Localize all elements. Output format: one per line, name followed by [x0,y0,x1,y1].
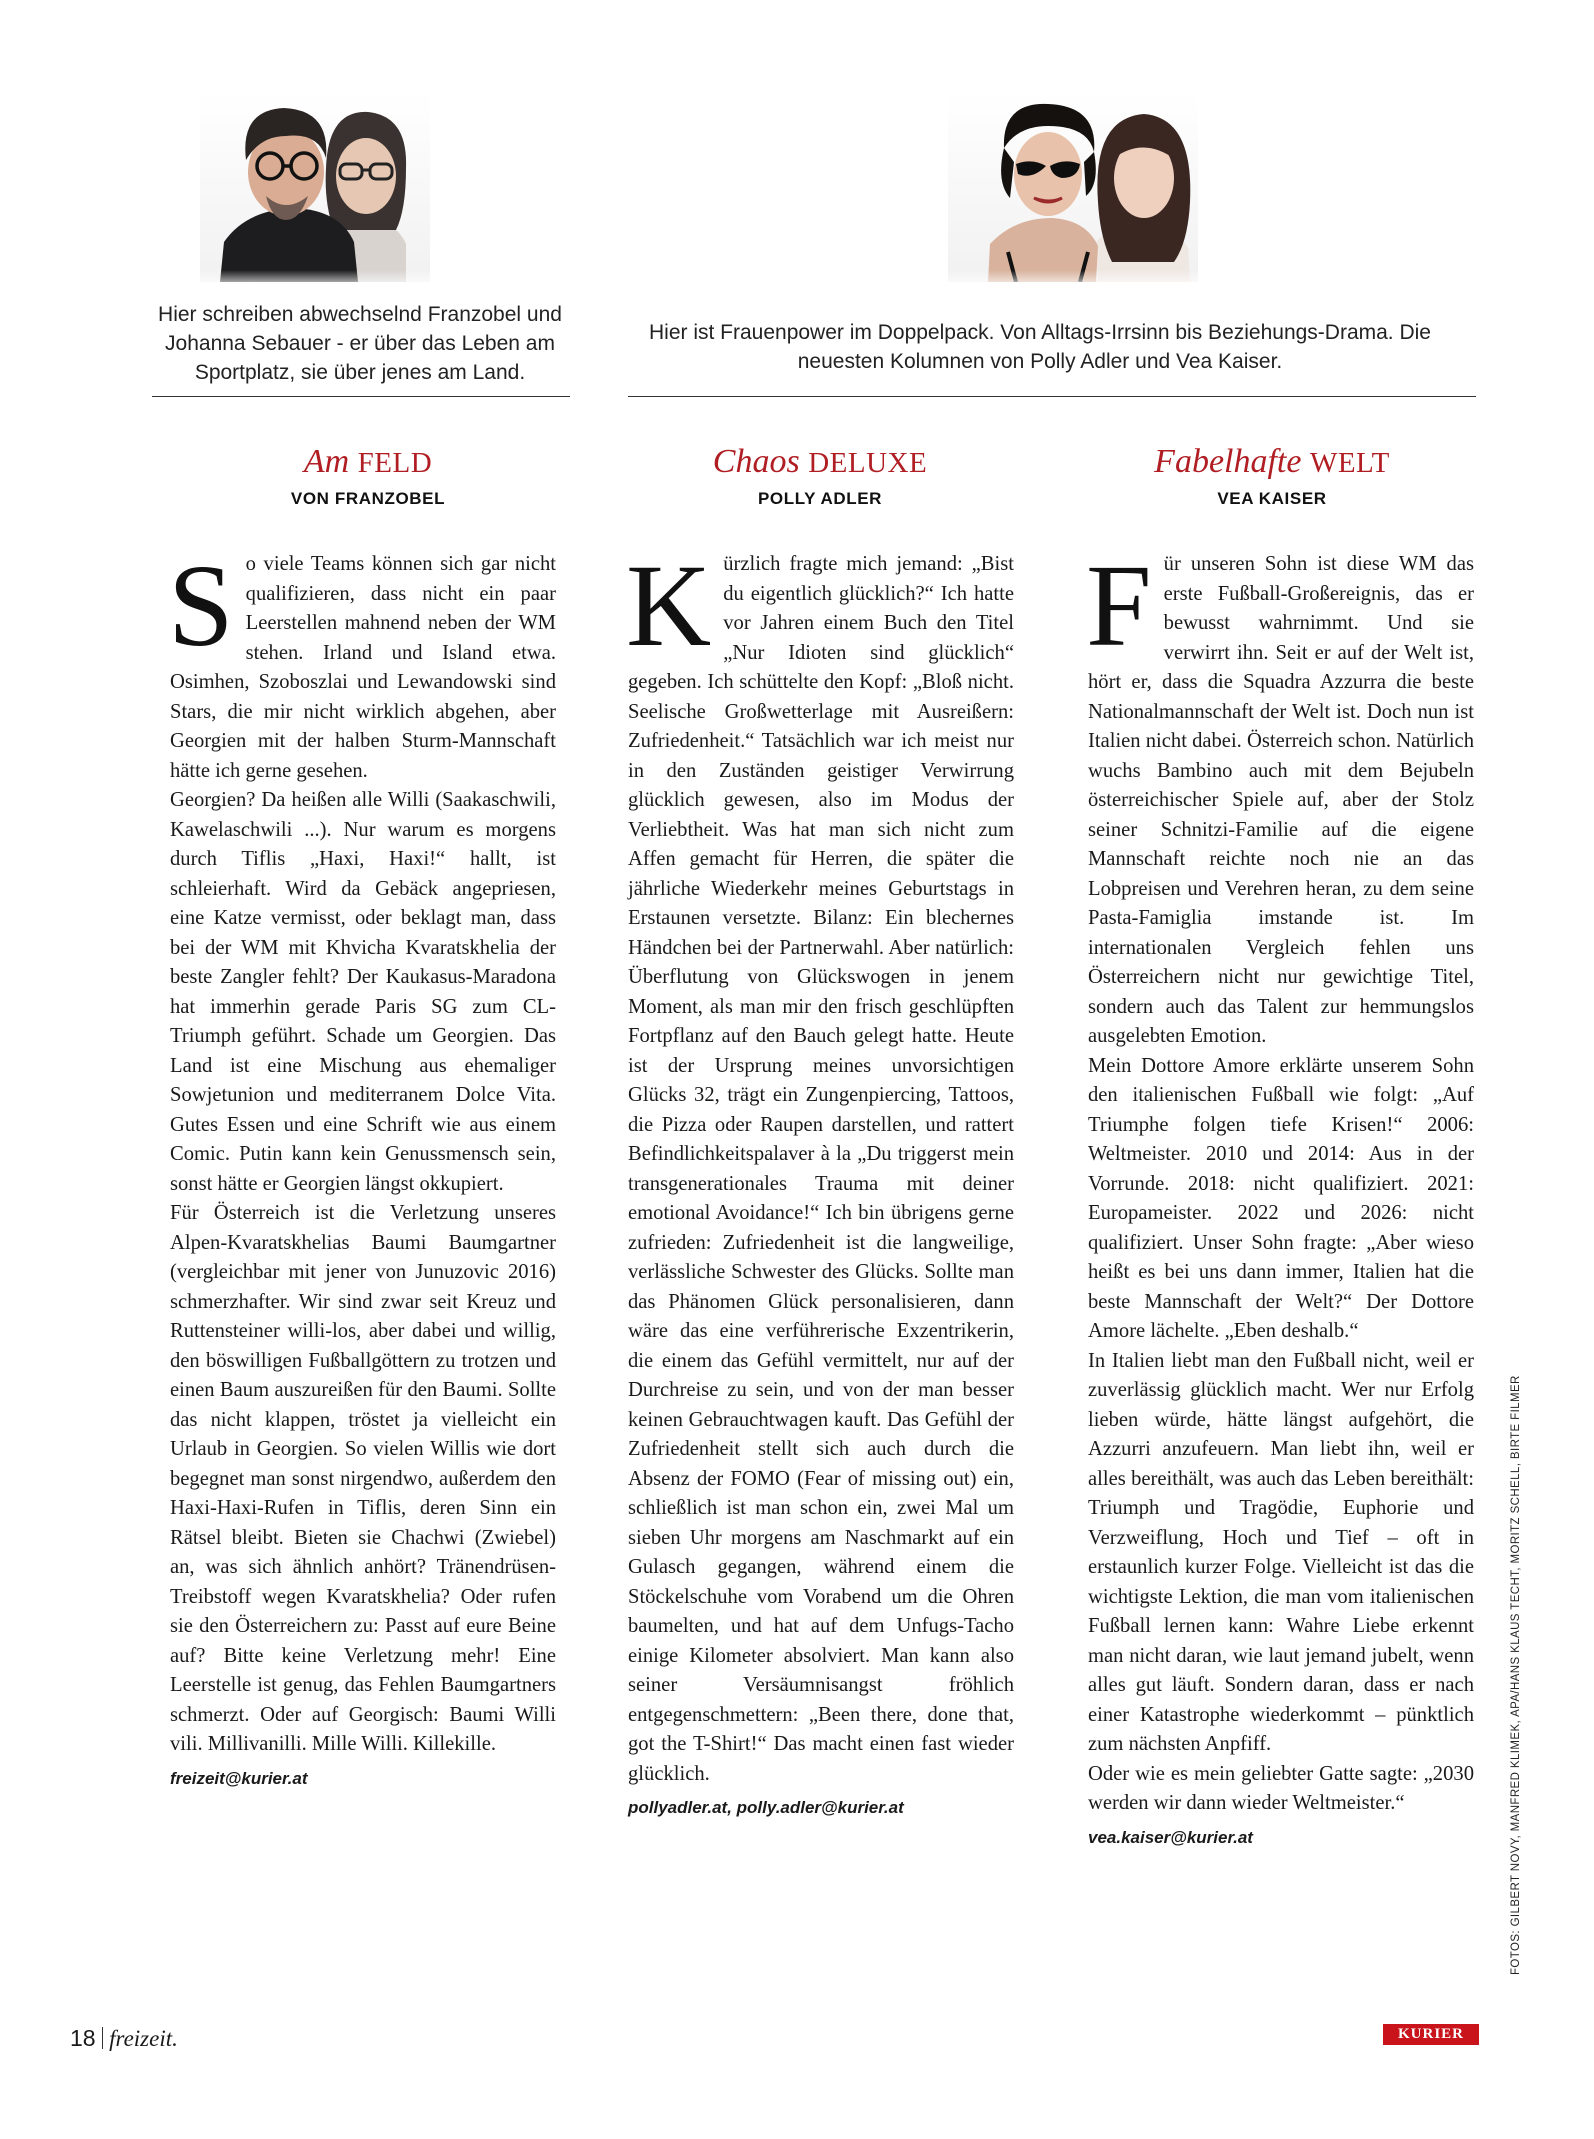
column-head-fabelhafte-welt [1072,442,1472,509]
kurier-logo: KURIER [1383,2024,1479,2045]
caption-left: Hier schreiben abwechselnd Franzobel und Johanna Sebauer - er über das Leben am Sportplatz, sie über jenes am Land. [158,303,562,384]
paragraph: Für unseren Sohn ist diese WM das erste Fußball-Großereignis, das er bewusst wahrnimmt. Und sie verwirrt ihn. Seit er auf der Welt ist, hört er, dass die Squadra Azzurra die beste Nationalmannschaft der Welt ist. Doch nun ist Italien nicht dabei. Österreich schon. Natürlich wuchs Bambino auch mit dem Bejubeln österreichischer Spiele auf, aber der Stolz seiner Schnitzi-Familie auf die eigene Mannschaft reichte noch nie an das Lobpreisen und Verehren heran, zu dem seine Pasta-Famiglia imstande ist. Im internationalen Vergleich fehlen uns Österreichern nicht nur gewichtige Titel, sondern auch das Talent zur hemmungslos ausgelebten Emotion. [1086,540,1474,1047]
column-byline: VEA KAISER [1217,489,1327,508]
column-title [1072,442,1472,483]
column-byline: POLLY ADLER [757,489,883,508]
column-title-italic: Fabelhafte [1154,443,1302,480]
page-footer [70,2025,178,2052]
author-email[interactable]: pollyadler.at, polly.adler@kurier.at [628,1798,904,1817]
column-title-caps: FELD [357,447,433,479]
paragraph: Für Österreich ist die Verletzung unseres Alpen-Kvaratskhelias Baumi Baumgartner (vergleichbar mit jener von Junuzovic 2016) schmerzhafter. Wir sind zwar seit Kreuz und Ruttensteiner willi-los, aber dabei und willig, den böswilligen Fußballgöttern zu trotzen und einen Baum auszureißen für den Baumi. Sollte das nicht klappen, tröstet ja vielleicht ein Urlaub in Georgien. So vielen Willis wie dort begegnet man sonst nirgendwo, außerdem den Haxi-Haxi-Rufen in Tiflis, deren Sinn ein Rätsel bleibt. Bieten sie Chachwi (Zwiebel) an, was sich ähnlich anhört? Tränendrüsen-Treibstoff wegen Kvaratskhelia? Oder rufen sie den Österreichern zu: Passt auf eure Beine auf? Bitte keine Verletzung mehr! Eine Leerstelle ist genug, das Fehlen Baumgartners schmerzt. Oder auf Georgisch: Baumi Willi vili. Millivanilli. Mille Willi. Killekille. [170,1202,556,1755]
author-email[interactable]: freizeit@kurier.at [170,1768,308,1788]
column-title-italic: Chaos [712,443,800,480]
paragraph: So viele Teams können sich gar nicht qualifizieren, dass nicht ein paar Leerstellen mahnend neben der WM stehen. Irland und Island etwa. Osimhen, Szoboszlai und Lewandowski sind Stars, die mir nicht wirklich abgehen, aber Georgien mit der halben Sturm-Mannschaft hätte ich gerne gesehen. [168,540,556,782]
column-body-adler [626,540,1014,1823]
paragraph: Georgien? Da heißen alle Willi (Saakaschwili, Kawelaschwili ...). Nur warum es morgens durch Tiflis „Haxi, Haxi!“ hallt, ist schleierhaft. Wird da Gebäck angepriesen, eine Katze vermisst, oder beklagt man, dass bei der WM mit Khvicha Kvaratskhelia der beste Zangler fehlt? Der Kaukasus-Maradona hat immerhin gerade Paris SG zum CL-Triumph geführt. Schade um Georgien. Das Land ist eine Mischung aus ehemaliger Sowjetunion und mediterranem Dolce Vita. Gutes Essen und eine Schrift wie aus einem Comic. Putin kann kein Genussmensch sein, sonst hätte er Georgien längst okkupiert. [170,789,556,1195]
dropcap: F [1086,540,1152,671]
author-photo-adler-kaiser [948,92,1198,282]
column-title [168,442,568,483]
column-head-am-feld [168,442,568,509]
paragraph: Kürzlich fragte mich jemand: „Bist du eigentlich glücklich?“ Ich hatte vor Jahren einem Buch den Titel „Nur Idioten sind glücklich“ gegeben. Ich schüttelte den Kopf: „Bloß nicht. Seelische Großwetterlage mit Ausreißern: Zufriedenheit.“ Tatsächlich war ich meist nur in den Zuständen geistiger Verwirrung glücklich gewesen, also im Modus der Verliebtheit. Was hat man sich nicht zum Affen gemacht für Herren, die später die jährliche Wiederkehr meines Geburtstags in Erstaunen versetzte. Bilanz: Ein blechernes Händchen bei der Partnerwahl. Aber natürlich: Überflutung von Glückswogen in jenem Moment, als man mir den frisch geschlüpften Fortpflanz auf den Bauch gelegt hatte. Heute ist der Ursprung meines unvorsichtigen Glücks 32, trägt ein Zungenpiercing, Tattoos, die Pizza oder Raupen darstellen, und rattert Befindlichkeitspalaver à la „Du triggerst mein transgenerationales Trauma mit deiner emotional Avoidance!“ Ich bin übrigens gerne zufrieden: Zufriedenheit ist die langweilige, verlässliche Schwester des Glücks. Sollte man das Phänomen Glück personalisieren, dann wäre das eine verführerische Exzentrikerin, die einem das Gefühl vermittelt, nur auf der Durchreise zu sein, und von der man besser keinen Gebrauchtwagen kauft. Das Gefühl der Zufriedenheit stellt sich auch durch die Absenz der FOMO (Fear of missing out) ein, schließlich ist man schon ein, zwei Mal um sieben Uhr morgens am Naschmarkt auf ein Gulasch gegangen, während einem die Stöckelschuhe vom Vorabend um die Ohren baumelten, und hat auf dem Unfugs-Tacho einige Kilometer absolviert. Man kann also seiner Versäumnisangst fröhlich entgegenschmettern: „Been there, done that, got the T-Shirt!“ Das macht einen fast wieder glücklich. [626,540,1014,1785]
column-head-chaos-deluxe [620,442,1020,509]
column-title-caps: WELT [1309,447,1390,479]
column-title [620,442,1020,483]
paragraph: Oder wie es mein geliebter Gatte sagte: „2030 werden wir dann wieder Weltmeister.“ [1088,1762,1474,1814]
paragraph: In Italien liebt man den Fußball nicht, weil er zuverlässig glücklich macht. Wer nur Erfolg lieben würde, hätte längst aufgehört, die Azzurri anzufeuern. Man liebt ihn, weil er alles bereithält, was auch das Leben bereithält: Triumph und Tragödie, Euphorie und Verzweiflung, Hoch und Tief – oft in erstaunlich kurzer Folge. Vielleicht ist das die wichtigste Lektion, die man vom italienischen Fußball lernen kann: Wahre Liebe erkennt man nicht daran, wie laut jemand jubelt, wenn alles gut läuft. Sondern daran, dass er nach einer Katastrophe wiederkommt – pünktlich zum nächsten Anpfiff. [1088,1349,1474,1755]
column-title-caps: DELUXE [808,447,928,479]
column-title-italic: Am [303,443,350,480]
caption-right-rule [628,396,1476,397]
author-photo-franzobel-sebauer [200,92,430,282]
footer-divider [102,2027,104,2049]
column-body-franzobel [168,540,556,1793]
column-body-kaiser [1086,540,1474,1852]
caption-right: Hier ist Frauenpower im Doppelpack. Von Alltags-Irrsinn bis Beziehungs-Drama. Die neuesten Kolumnen von Polly Adler und Vea Kaiser. [648,321,1431,373]
caption-left-rule [152,396,570,397]
author-email[interactable]: vea.kaiser@kurier.at [1088,1827,1253,1847]
photo-credit: FOTOS: GILBERT NOVY, MANFRED KLIMEK, APA/HANS KLAUS TECHT, MORITZ SCHELL, BIRTE FILMER [1510,1375,1522,1975]
page-number: 18 [70,2025,96,2051]
magazine-name: freizeit. [109,2026,178,2051]
dropcap: S [168,540,234,671]
dropcap: K [626,540,712,671]
paragraph: Mein Dottore Amore erklärte unserem Sohn den italienischen Fußball wie folgt: „Auf Triumphe folgen tiefe Krisen!“ 2006: Weltmeister. 2010 und 2014: Aus in der Vorrunde. 2018: nicht qualifiziert. 2021: Europameister. 2022 und 2026: nicht qualifiziert. Unser Sohn fragte: „Aber wieso heißt es bei uns dann immer, Italien hat die beste Mannschaft der Welt?“ Der Dottore Amore lächelte. „Eben deshalb.“ [1088,1054,1474,1342]
column-byline: VON FRANZOBEL [290,489,446,508]
